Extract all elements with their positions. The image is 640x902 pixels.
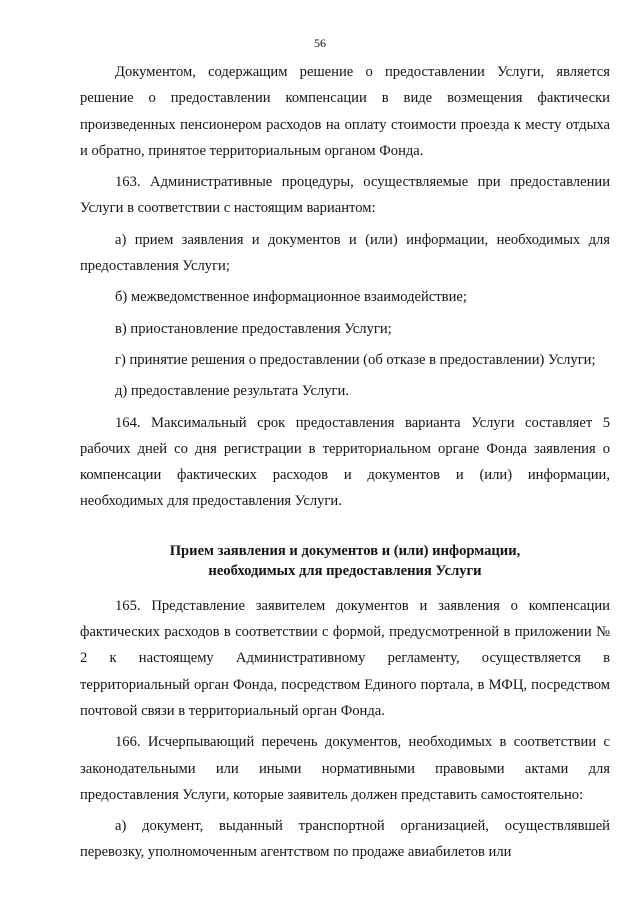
list-item-g: г) принятие решения о предоставлении (об отказе в предоставлении) Услуги; (115, 351, 596, 368)
section-heading (80, 541, 610, 581)
paragraph-164: 164. Максимальный срок предоставления варианта Услуги составляет 5 рабочих дней со дня регистрации в территориальном органе Фонда заявления о компенсации фактических расходов и документов и (или) информации, необходимых для предоставления Услуги. (80, 414, 610, 510)
document-body (80, 59, 610, 871)
section-heading-line-1: Прием заявления и документов и (или) информации, (169, 542, 521, 559)
paragraph-decision-document: Документом, содержащим решение о предоставлении Услуги, является решение о предоставлении компенсации в виде возмещения фактически произведенных пенсионером расходов на оплату стоимости проезда к месту отдыха и обратно, принятое территориальным органом Фонда. (80, 64, 610, 159)
list-item-b: б) межведомственное информационное взаимодействие; (115, 289, 467, 306)
paragraph-166: 166. Исчерпывающий перечень документов, необходимых в соответствии с законодательными или иными нормативными правовыми актами для предоставления Услуги, которые заявитель должен представить самостоятельно: (80, 734, 610, 803)
section-heading-line-2: необходимых для предоставления Услуги (208, 562, 482, 579)
list-item-a: а) прием заявления и документов и (или) информации, необходимых для предоставления Услуги; (80, 231, 610, 275)
list-item-d: д) предоставление результата Услуги. (115, 383, 349, 400)
paragraph-163: 163. Административные процедуры, осуществляемые при предоставлении Услуги в соответствии с настоящим вариантом: (80, 174, 610, 217)
page-number: 56 (314, 36, 326, 50)
list-item-v: в) приостановление предоставления Услуги; (115, 320, 392, 337)
paragraph-165: 165. Представление заявителем документов и заявления о компенсации фактических расходов в соответствии с формой, предусмотренной в приложении № 2 к настоящему Административному регламенту, осуществляется в территориальный орган Фонда, посредством Единого портала, в МФЦ, посредством почтовой связи в территориальный орган Фонда. (80, 597, 610, 719)
list-item-166-a: а) документ, выданный транспортной организацией, осуществлявшей перевозку, уполномоченным агентством по продаже авиабилетов или (80, 818, 610, 861)
